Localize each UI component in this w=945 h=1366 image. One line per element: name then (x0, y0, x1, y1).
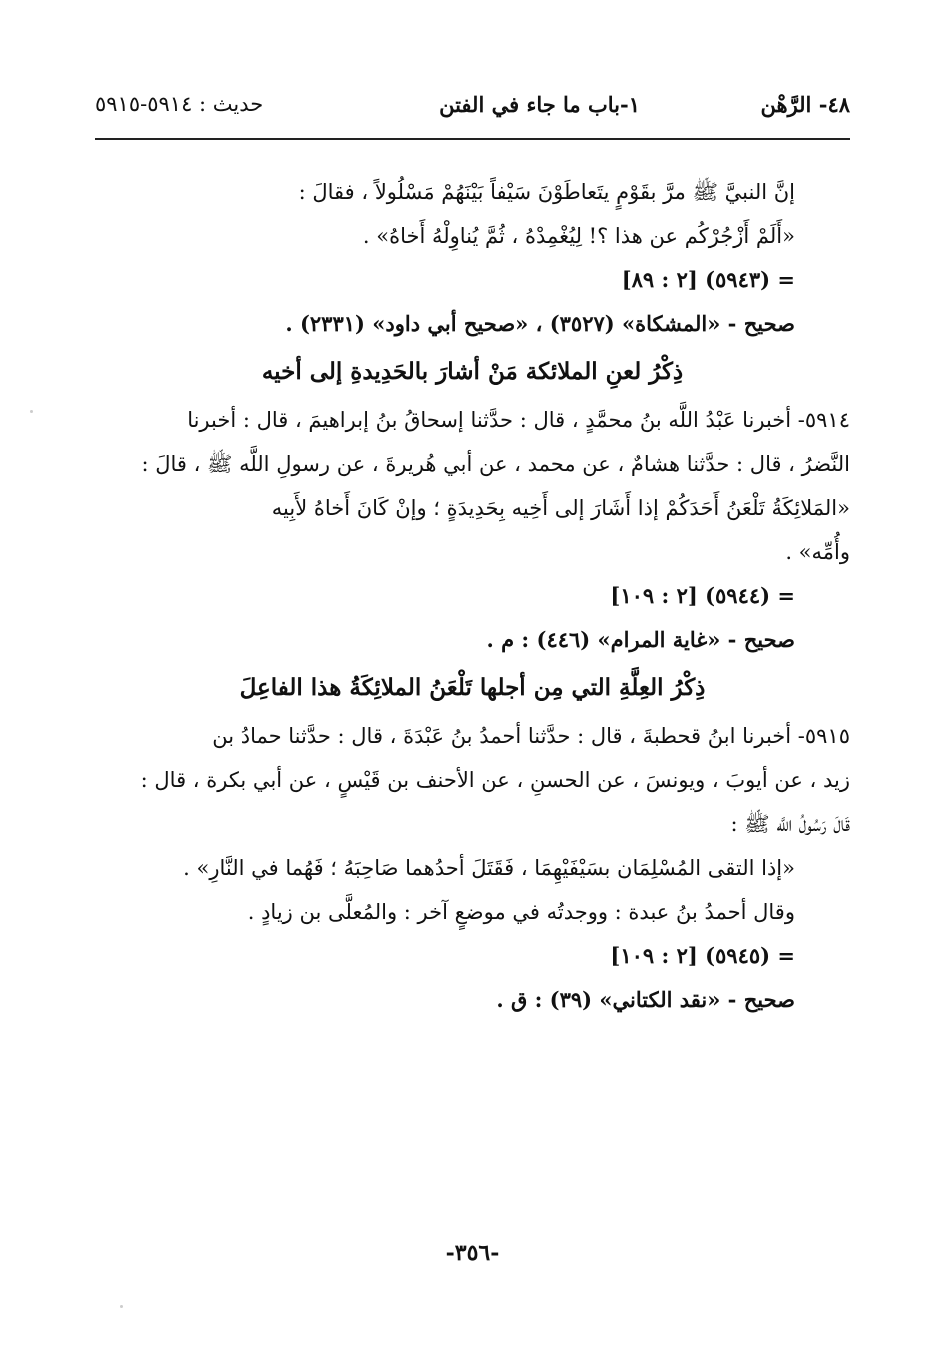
text-line: «إذا التقى المُسْلِمَان بسَيْفَيْهِمَا ، فَقَتَلَ أحدُهما صَاحِبَهُ ؛ فَهُما في النَّارِ» . (183, 856, 795, 880)
text-line: ٥٩١٤- أخبرنا عَبْدُ اللَّه بنُ محمَّدٍ ، قال : حدَّثنا إسحاقُ بنُ إبراهيمَ ، قال : أخبرنا (187, 408, 850, 432)
text-line: «المَلائِكَةُ تَلْعَنُ أَحَدَكُمْ إذا أَشَارَ إلى أَخِيه بِحَدِيدَةٍ ؛ وإنْ كَانَ أَخاهُ لأَبِيه (271, 496, 850, 520)
text-line: وأُمِّه» . (785, 540, 850, 564)
header-rule (95, 138, 850, 140)
cross-reference: = (٥٩٤٣) [٢ : ٨٩] (621, 267, 795, 292)
running-header (95, 92, 850, 132)
section-heading: ذِكْرُ العِلَّةِ التي مِن أجلها تَلْعَنُ الملائِكَةُ هذا الفاعِلَ (239, 674, 706, 701)
text-line: وقال أحمدُ بنُ عبدة : ووجدتُه في موضعٍ آخر : والمُعلَّى بن زيادٍ . (247, 900, 795, 924)
scan-speck (120, 1305, 123, 1308)
grading-line: صحيح - «نقد الكتاني» (٣٩) : ق . (496, 987, 795, 1012)
text-line: زيد ، عن أيوبَ ، ويونسَ ، عن الحسنِ ، عن الأحنف بن قَيْسٍ ، عن أبي بكرة ، قال : (140, 768, 850, 792)
grading-line: صحيح - «غاية المرام» (٤٤٦) : م . (486, 627, 795, 652)
scan-speck (30, 410, 33, 413)
section-heading: ذِكْرُ لعنِ الملائكة مَنْ أشارَ بالحَدِيدةِ إلى أخيه (261, 358, 684, 385)
grading-line: صحيح - «المشكاة» (٣٥٢٧) ، «صحيح أبي داود» (٢٣٣١) . (285, 311, 795, 336)
text-line: «أَلَمْ أَزْجُرْكُم عن هذا ؟! لِيُغْمِدْهُ ، ثُمَّ يُناوِلْهُ أَخاهُ» . (362, 224, 795, 248)
page-number: -٣٥٦- (445, 1240, 500, 1266)
section-title: ١-باب ما جاء في الفتن (439, 92, 640, 117)
chapter-title: ٤٨- الرَّهْن (760, 92, 850, 117)
text-line: إنَّ النبيَّ ﷺ مرَّ بقَوْمٍ يتَعاطَوْنَ سَيْفاً بَيْنَهُمْ مَسْلُولاً ، فقالَ : (298, 180, 795, 204)
text-line: ٥٩١٥- أخبرنا ابنُ قحطبةَ ، قال : حدَّثنا أحمدُ بنُ عَبْدَةَ ، قال : حدَّثنا حمادُ بن (212, 724, 850, 748)
cross-reference: = (٥٩٤٤) [٢ : ١٠٩] (610, 583, 795, 608)
page-body (95, 170, 850, 1022)
hadith-range: حديث : ٥٩١٤-٥٩١٥ (95, 92, 264, 116)
text-line: النَّضرُ ، قال : حدَّثنا هشامٌ ، عن محمد ، عن أبي هُريرةَ ، عن رسولِ اللَّه ﷺ ، قالَ : (141, 452, 850, 476)
text-line: قَالَ رَسُولُ اللَّه ﷺ : (730, 812, 850, 836)
cross-reference: = (٥٩٤٥) [٢ : ١٠٩] (610, 943, 795, 968)
